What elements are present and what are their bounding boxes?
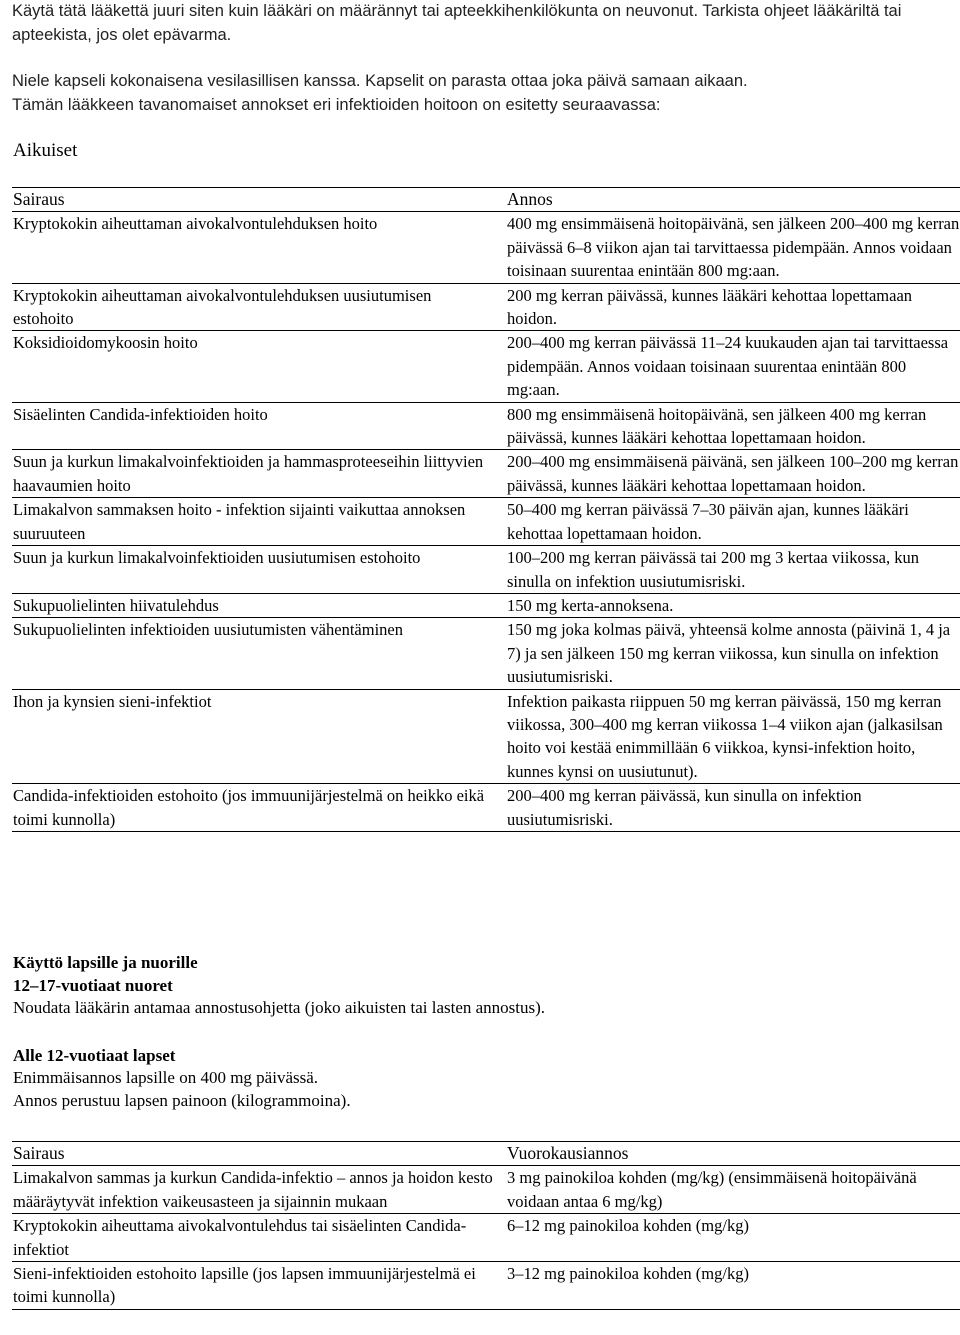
table-row (12, 283, 960, 331)
disease-cell: Suun ja kurkun limakalvoinfektioiden ja hammasproteeseihin liittyvien haavaumien hoito (12, 450, 493, 498)
disease-cell: Limakalvon sammas ja kurkun Candida-infektio – annos ja hoidon kesto määräytyvät infektion vaikeusasteen ja sijainnin mukaan (12, 1166, 493, 1214)
table-header-row (12, 1142, 960, 1166)
table-row (12, 402, 960, 450)
disease-cell: Sukupuolielinten infektioiden uusiutumisten vähentäminen (12, 618, 493, 689)
under12-line-2: Annos perustuu lapsen painoon (kilogrammoina). (13, 1090, 351, 1110)
dose-cell: 150 mg kerta-annoksena. (493, 593, 960, 617)
disease-cell: Kryptokokin aiheuttaman aivokalvontulehduksen hoito (12, 212, 493, 283)
disease-cell: Suun ja kurkun limakalvoinfektioiden uusiutumisen estohoito (12, 546, 493, 594)
table-row (12, 1166, 960, 1214)
column-header-disease: Sairaus (12, 188, 493, 212)
table-row (12, 1214, 960, 1262)
dose-cell: 50–400 mg kerran päivässä 7–30 päivän ajan, kunnes lääkäri kehottaa lopettamaan hoidon. (493, 498, 960, 546)
teen-text: Noudata lääkärin antamaa annostusohjetta (joko aikuisten tai lasten annostus). (13, 998, 546, 1018)
intro-paragraph-3: Tämän lääkkeen tavanomaiset annokset eri infektioiden hoitoon on esitetty seuraavassa: (12, 95, 661, 114)
dose-cell: 400 mg ensimmäisenä hoitopäivänä, sen jälkeen 200–400 mg kerran päivässä 6–8 viikon ajan tai tarvittaessa pidempään. Annos voidaan toisinaan suurentaa enintään 800 mg:aan. (493, 212, 960, 283)
disease-cell: Candida-infektioiden estohoito (jos immuunijärjestelmä on heikko eikä toimi kunnolla) (12, 784, 493, 832)
column-header-daily-dose: Vuorokausiannos (493, 1142, 960, 1166)
dose-cell: Infektion paikasta riippuen 50 mg kerran päivässä, 150 mg kerran viikossa, 300–400 mg kerran viikossa 1–4 viikon ajan (jalkasilsan hoito voi kestää enimmillään 6 viikkoa, kynsi-infektion hoito, kunnes kynsi on uusiutunut). (493, 689, 960, 784)
table-row (12, 618, 960, 689)
disease-cell: Sisäelinten Candida-infektioiden hoito (12, 402, 493, 450)
table-row (12, 689, 960, 784)
disease-cell: Ihon ja kynsien sieni-infektiot (12, 689, 493, 784)
children-heading: Käyttö lapsille ja nuorille (13, 953, 198, 972)
disease-cell: Sukupuolielinten hiivatulehdus (12, 593, 493, 617)
table-row (12, 212, 960, 283)
intro-text (12, 0, 952, 117)
dose-cell: 3 mg painokiloa kohden (mg/kg) (ensimmäisenä hoitopäivänä voidaan antaa 6 mg/kg) (493, 1166, 960, 1214)
dose-cell: 200–400 mg kerran päivässä 11–24 kuukauden ajan tai tarvittaessa pidempään. Annos voidaan toisinaan suurentaa enintään 800 mg:aan. (493, 331, 960, 402)
disease-cell: Koksidioidomykoosin hoito (12, 331, 493, 402)
dose-cell: 100–200 mg kerran päivässä tai 200 mg 3 kertaa viikossa, kun sinulla on infektion uusiutumisriski. (493, 546, 960, 594)
column-header-dose: Annos (493, 188, 960, 212)
disease-cell: Kryptokokin aiheuttama aivokalvontulehdus tai sisäelinten Candida-infektiot (12, 1214, 493, 1262)
table-row (12, 546, 960, 594)
adults-heading: Aikuiset (13, 140, 78, 161)
dose-cell: 3–12 mg painokiloa kohden (mg/kg) (493, 1262, 960, 1310)
under12-heading: Alle 12-vuotiaat lapset (13, 1045, 176, 1065)
intro-paragraph-1: Käytä tätä lääkettä juuri siten kuin lääkäri on määrännyt tai apteekkihenkilökunta on neuvonut. Tarkista ohjeet lääkäriltä tai apteekista, jos olet epävarma. (12, 2, 902, 44)
disease-cell: Sieni-infektioiden estohoito lapsille (jos lapsen immuunijärjestelmä ei toimi kunnolla) (12, 1262, 493, 1310)
table-row (12, 784, 960, 832)
disease-cell: Limakalvon sammaksen hoito - infektion sijainti vaikuttaa annoksen suuruuteen (12, 498, 493, 546)
adult-dose-table (12, 187, 960, 832)
teen-heading: 12–17-vuotiaat nuoret (13, 975, 173, 995)
table-row (12, 331, 960, 402)
under12-line-1: Enimmäisannos lapsille on 400 mg päivässä. (13, 1068, 319, 1088)
table-row (12, 498, 960, 546)
column-header-disease: Sairaus (12, 1142, 493, 1166)
dose-cell: 6–12 mg painokiloa kohden (mg/kg) (493, 1214, 960, 1262)
disease-cell: Kryptokokin aiheuttaman aivokalvontulehduksen uusiutumisen estohoito (12, 283, 493, 331)
dose-cell: 200–400 mg ensimmäisenä päivänä, sen jälkeen 100–200 mg kerran päivässä, kunnes lääkäri kehottaa lopettamaan hoidon. (493, 450, 960, 498)
dose-cell: 200–400 mg kerran päivässä, kun sinulla on infektion uusiutumisriski. (493, 784, 960, 832)
children-section (13, 952, 953, 1113)
table-header-row (12, 188, 960, 212)
table-row (12, 1262, 960, 1310)
table-row (12, 450, 960, 498)
table-row (12, 593, 960, 617)
intro-paragraph-2: Niele kapseli kokonaisena vesilasillisen kanssa. Kapselit on parasta ottaa joka päivä samaan aikaan. (12, 72, 748, 90)
dose-cell: 200 mg kerran päivässä, kunnes lääkäri kehottaa lopettamaan hoidon. (493, 283, 960, 331)
child-dose-table (12, 1141, 960, 1310)
dose-cell: 800 mg ensimmäisenä hoitopäivänä, sen jälkeen 400 mg kerran päivässä, kunnes lääkäri kehottaa lopettamaan hoidon. (493, 402, 960, 450)
dose-cell: 150 mg joka kolmas päivä, yhteensä kolme annosta (päivinä 1, 4 ja 7) ja sen jälkeen 150 mg kerran viikossa, kun sinulla on infektion uusiutumisriski. (493, 618, 960, 689)
